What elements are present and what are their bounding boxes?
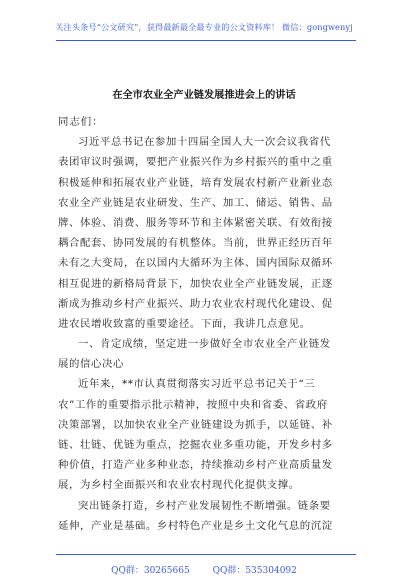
text-line: 习近平总书记在参加十四届全国人大一次会议我省代 [78,136,331,149]
text-line: 牌、体验、消费、服务等环节和主体紧密关联、有效衔接 [58,216,333,229]
text-line: 一、肯定成绩，坚定进一步做好全市农业全产业链发 [78,338,331,351]
text-line: 渐成为推动乡村产业振兴、助力农业农村现代化建设、促 [58,297,333,310]
text-line: 展的信心决心 [58,358,124,371]
text-line: 表团审议时强调，要把产业振兴作为乡村振兴的重中之重 [58,156,333,169]
footer-divider [56,554,356,555]
document-body [58,112,358,536]
text-line: 种价值，打造产业多种业态，持续推动乡村产业高质量发 [58,459,333,472]
paragraph-lines [58,132,358,536]
header-divider [56,40,356,41]
text-line: 突出链条打造，乡村产业发展韧性不断增强。链条要 [78,499,331,512]
text-line: 展，为乡村全面振兴和农业农村现代化提供支撑。 [58,479,300,492]
footer [0,563,408,576]
text-line: 近年来，**市认真贯彻落实习近平总书记关于“三 [78,378,316,391]
text-line: 进农民增收致富的重要途径。下面，我讲几点意见。 [58,317,311,330]
greeting: 同志们： [58,116,104,128]
text-line: 耦合配套、协同发展的有机整体。当前，世界正经历百年 [58,237,333,250]
text-line: 链、壮链、优链为重点，挖掘农业多重功能，开发乡村多 [58,439,333,451]
text-line: 农业全产业链是农业研发、生产、加工、储运、销售、品 [58,196,333,209]
footer-qq-group-1: QQ群：30265665 [111,566,190,576]
text-line: 积极延伸和拓展农业产业链，培育发展农村新产业新业态 [58,176,333,189]
document-title: 在全市农业全产业链发展推进会上的讲话 [112,89,296,101]
footer-qq-group-2: QQ群：535304092 [212,566,297,576]
text-line: 相互促进的新格局背景下，加快农业全产业链发展，正逐 [58,277,333,290]
text-line: 延伸，产业是基础。乡村特色产业是乡土文化气息的沉淀 [58,519,333,532]
header-notice: 关注头条号“公文研究”，获得最新最全最专业的公文资料库！ 微信：gongwenyj [55,22,353,32]
text-line: 决策部署，以加快农业全产业链建设为抓手，以延链、补 [58,418,333,431]
text-line: 未有之大变局，在以国内大循环为主体、国内国际双循环 [58,257,333,270]
text-line: 农”工作的重要指示批示精神，按照中央和省委、省政府 [58,398,328,411]
